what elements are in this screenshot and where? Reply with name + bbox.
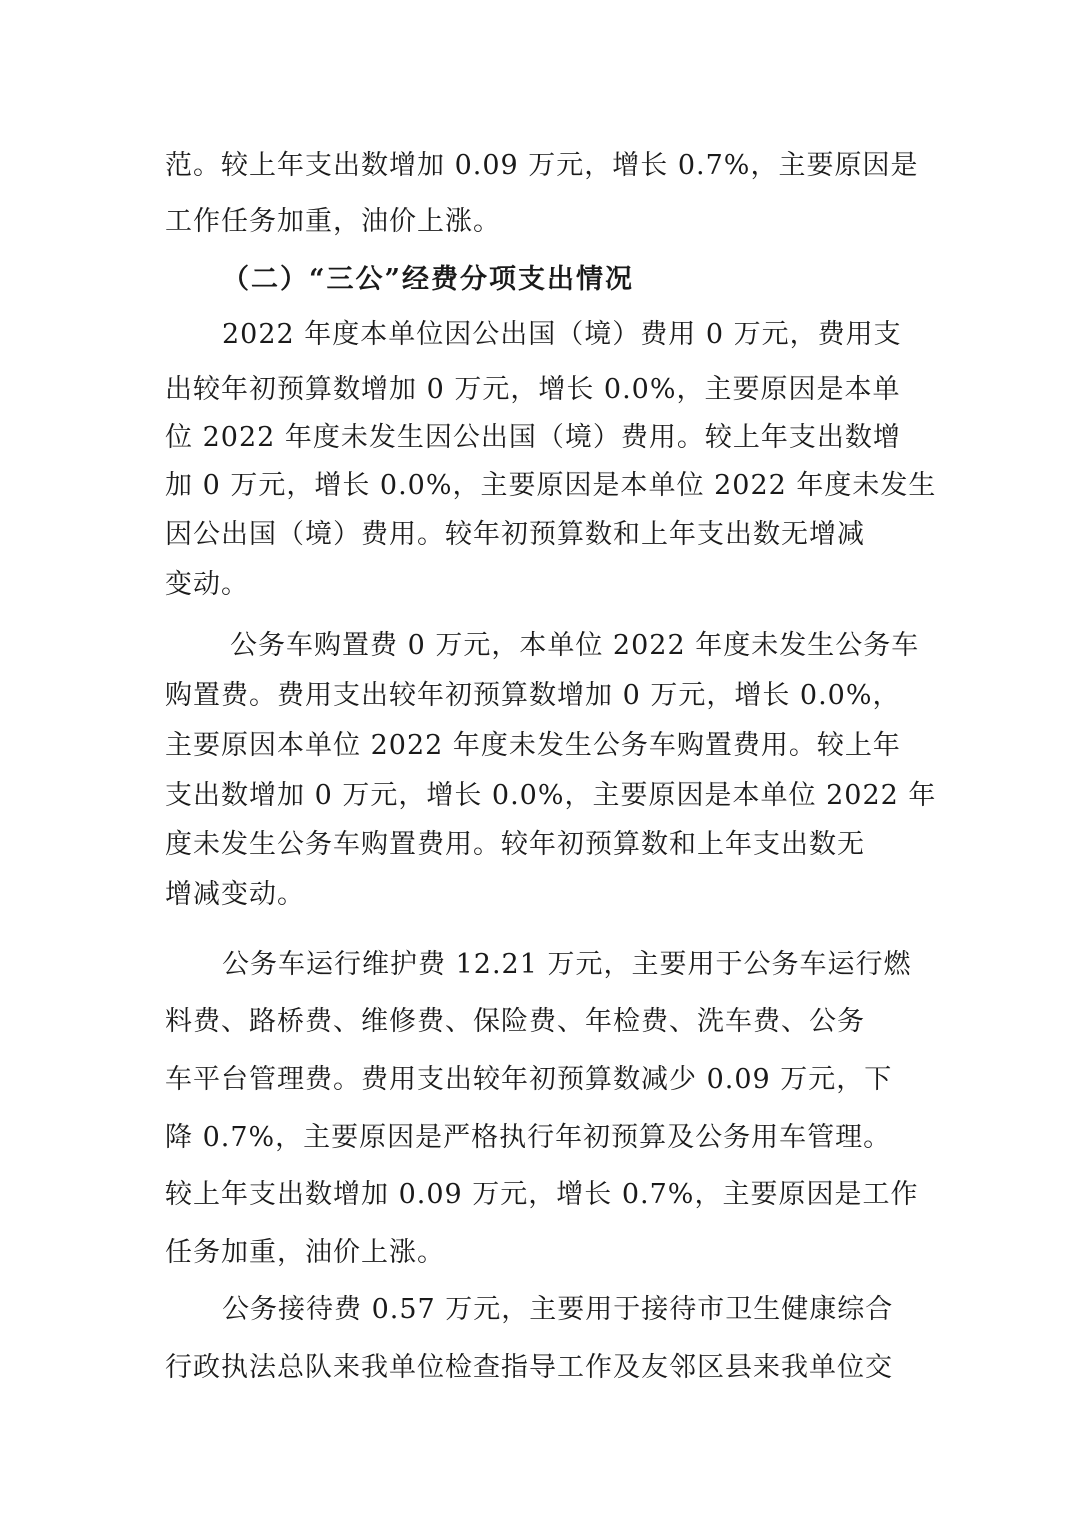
text-line: 增减变动。 [165,879,305,910]
text-line: 降 0.7%，主要原因是严格执行年初预算及公务用车管理。 [165,1122,892,1153]
text-line: 变动。 [165,569,249,600]
text-line: 较上年支出数增加 0.09 万元，增长 0.7%，主要原因是工作 [165,1179,919,1210]
text-line: 公务车购置费 0 万元，本单位 2022 年度未发生公务车 [230,630,920,661]
text-line: 加 0 万元，增长 0.0%，主要原因是本单位 2022 年度未发生 [165,470,937,501]
text-line: 支出数增加 0 万元，增长 0.0%，主要原因是本单位 2022 年 [165,780,937,811]
section-heading: （二）“三公”经费分项支出情况 [222,264,635,295]
text-line: 车平台管理费。费用支出较年初预算数减少 0.09 万元，下 [165,1064,893,1095]
text-line: 料费、路桥费、维修费、保险费、年检费、洗车费、公务 [165,1006,865,1037]
text-line: 因公出国（境）费用。较年初预算数和上年支出数无增减 [165,519,865,550]
text-line: 购置费。费用支出较年初预算数增加 0 万元，增长 0.0%， [165,680,901,711]
text-line: 工作任务加重，油价上涨。 [165,206,501,237]
text-line: 2022 年度本单位因公出国（境）费用 0 万元，费用支 [222,319,902,350]
text-line: 度未发生公务车购置费用。较年初预算数和上年支出数无 [165,829,865,860]
text-line: 公务接待费 0.57 万元，主要用于接待市卫生健康综合 [222,1294,894,1325]
text-line: 公务车运行维护费 12.21 万元，主要用于公务车运行燃 [222,949,912,980]
text-line: 任务加重，油价上涨。 [165,1237,445,1268]
text-line: 主要原因本单位 2022 年度未发生公务车购置费用。较上年 [165,730,901,761]
text-line: 位 2022 年度未发生因公出国（境）费用。较上年支出数增 [165,422,901,453]
text-line: 出较年初预算数增加 0 万元，增长 0.0%，主要原因是本单 [165,374,901,405]
text-line: 行政执法总队来我单位检查指导工作及友邻区县来我单位交 [165,1352,893,1383]
text-line: 范。较上年支出数增加 0.09 万元，增长 0.7%，主要原因是 [165,150,919,181]
